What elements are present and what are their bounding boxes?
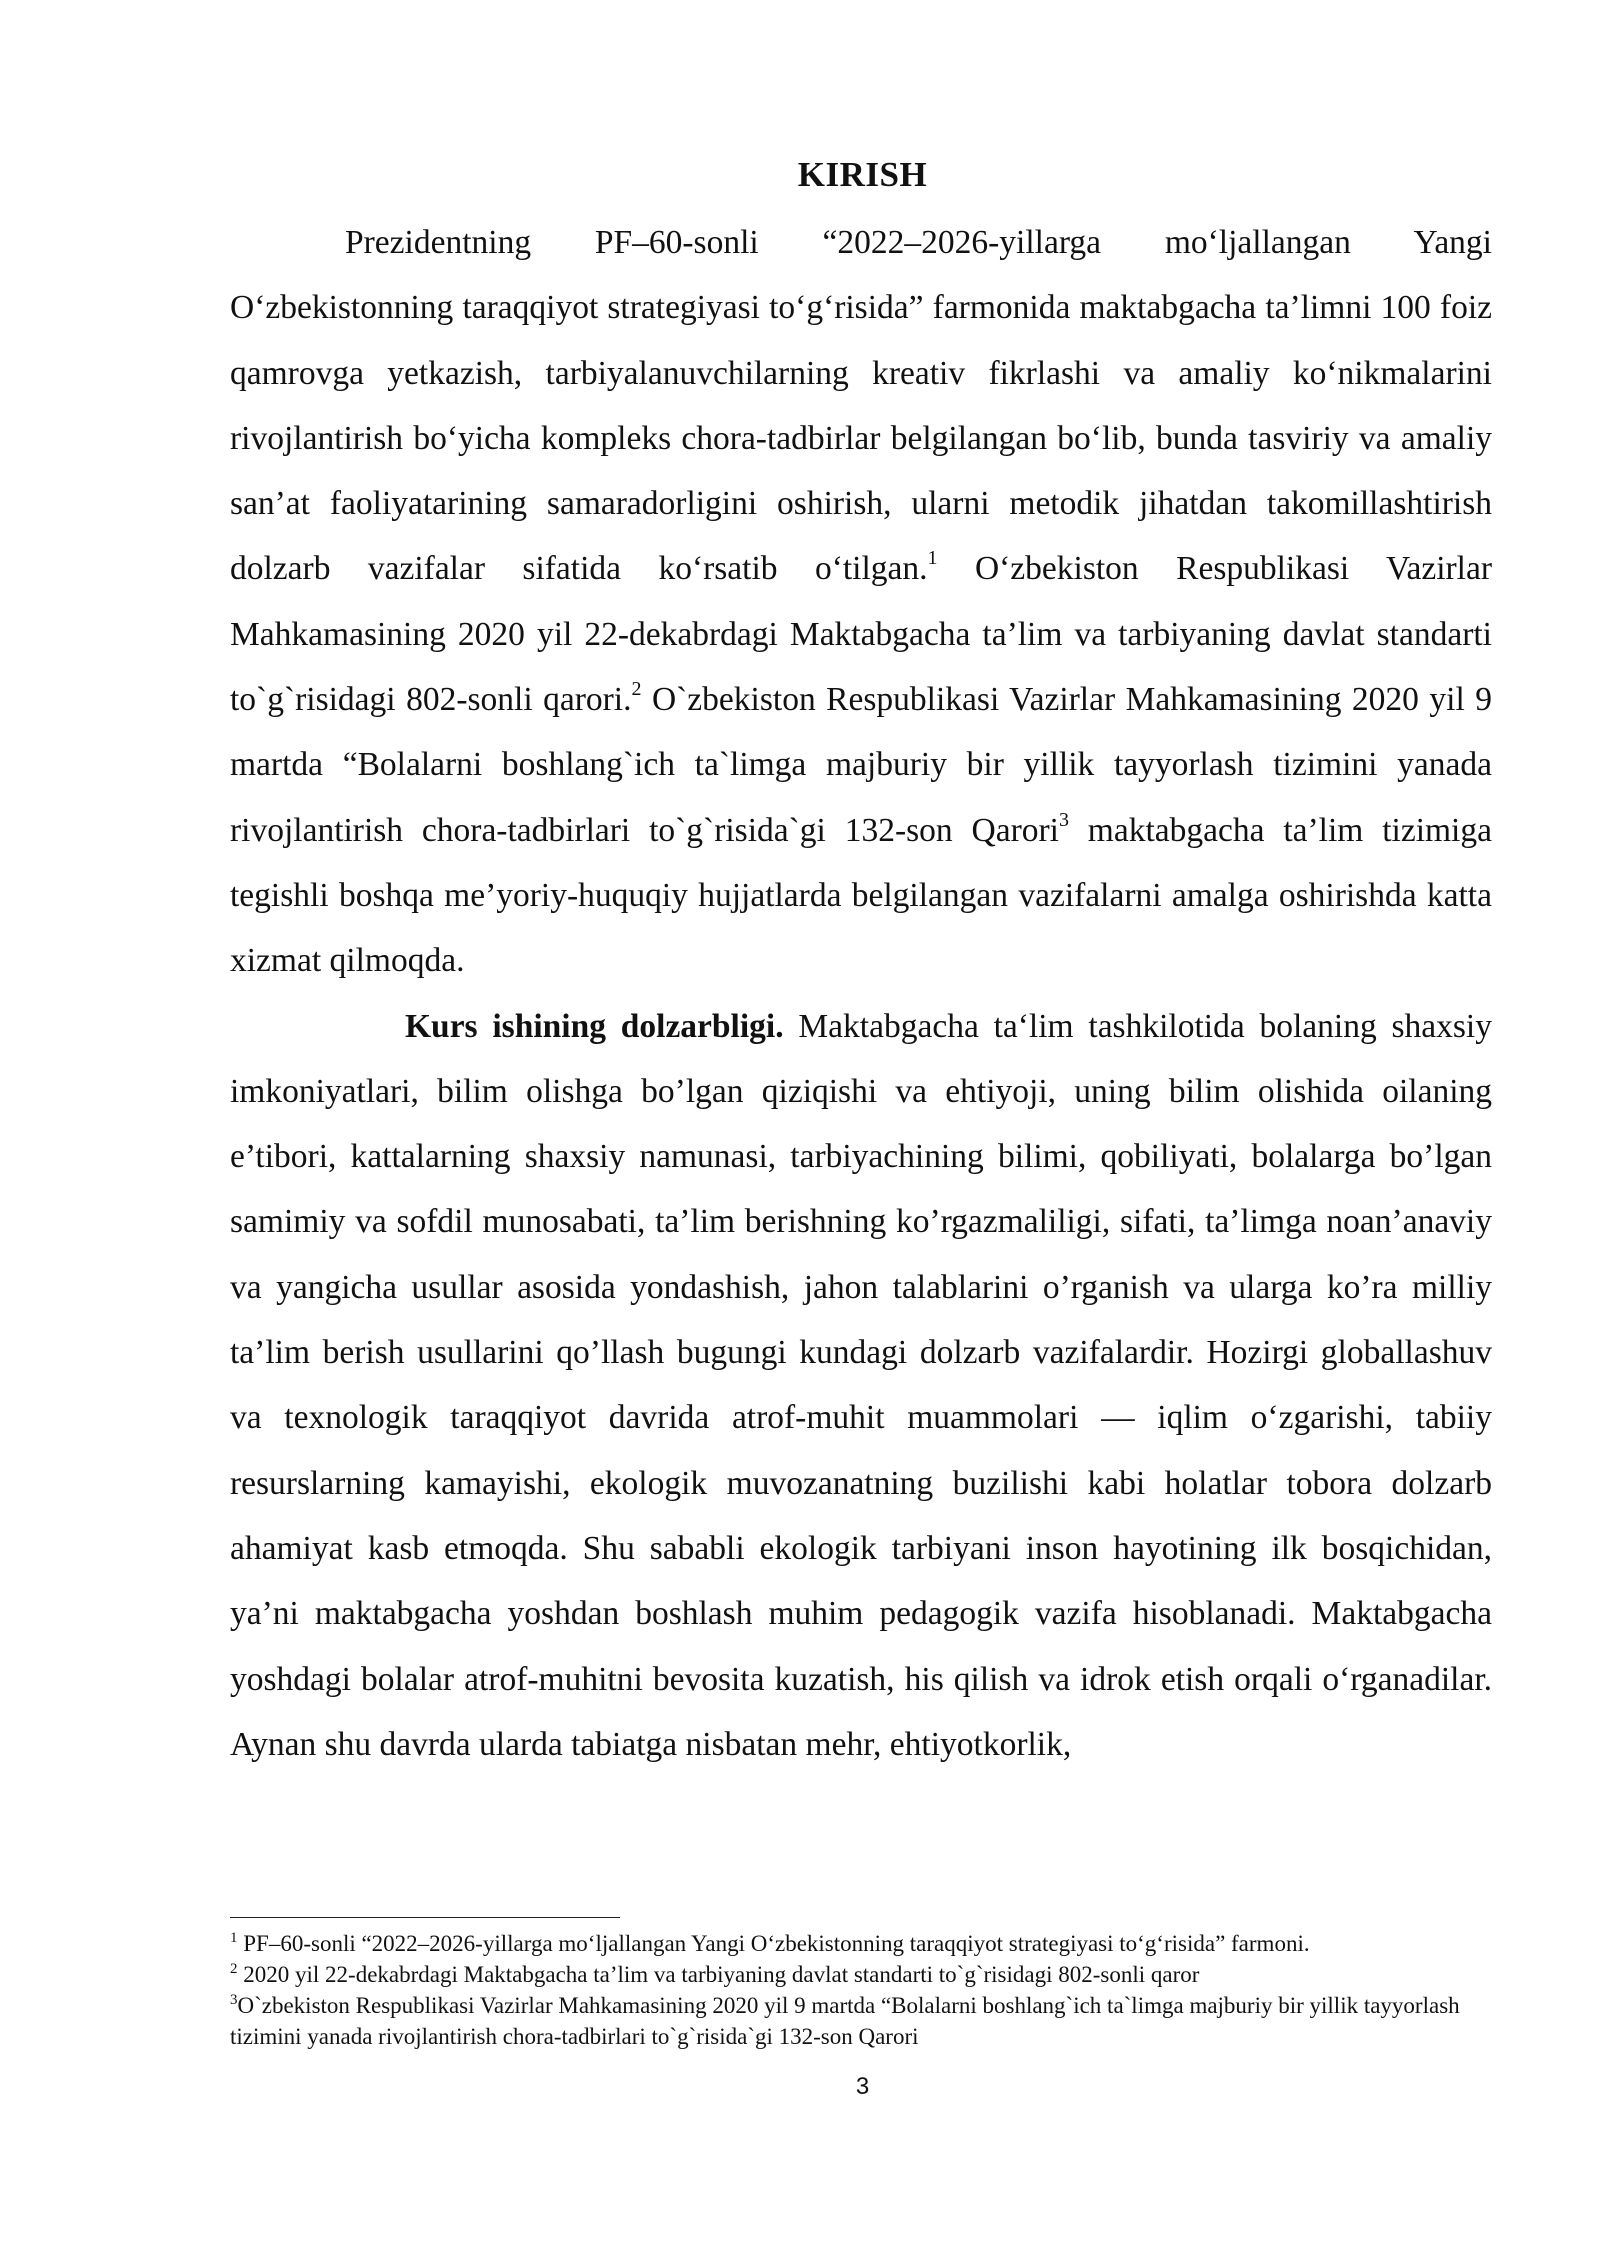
footnote-number: 2 [230, 1961, 238, 1977]
footnote-number: 1 [230, 1930, 238, 1946]
paragraph-relevance [230, 994, 1492, 1778]
page-number: 3 [855, 2073, 870, 2100]
paragraph-text: Prezidentning PF–60-sonli “2022–2026-yillarga mo‘ljallangan Yangi O‘zbekistonning taraqqiyot strategiyasi to‘g‘risida” farmonida maktabgacha ta’limni 100 foiz qamrovga yetkazish, tarbiyalanuvchilarning kreativ fikrlashi va amaliy ko‘nikmalarini rivojlantirish bo‘yicha kompleks chora-tadbirlar belgilangan bo‘lib, bunda tasviriy va amaliy san’at faoliyatarining samaradorligini oshirish, ularni metodik jihatdan takomillashtirish dolzarb vazifalar sifatida ko‘rsatib o‘tilgan. [230, 224, 1492, 588]
paragraph-text: O`zbekiston Respublikasi Vazirlar Mahkamasining 2020 yil 9 martda “Bolalarni boshlang`ich ta`limga majburiy bir yillik tayyorlash tizimini yanada rivojlantirish chora-tadbirlari to`g`risida`gi 132-son Qarori [230, 681, 1492, 849]
footnote-number: 3 [230, 1992, 238, 2008]
footnotes [230, 1928, 1492, 2052]
paragraph-text: maktabgacha ta’lim tizimiga tegishli boshqa me’yoriy-huquqiy hujjatlarda belgilangan vazifalarni amalga oshirishda katta xizmat qilmoqda. [230, 811, 1492, 980]
footnote-item [230, 1990, 1492, 2052]
footnote-text: PF–60-sonli “2022–2026-yillarga mo‘ljallangan Yangi O‘zbekistonning taraqqiyot strategiyasi to‘g‘risida” farmoni. [237, 1931, 1310, 1956]
paragraph-text: O‘zbekiston Respublikasi Vazirlar Mahkamasining 2020 yil 22-dekabrdagi Maktabgacha ta’lim va tarbiyaning davlat standarti to`g`risidagi 802-sonli qarori. [230, 550, 1492, 719]
footnote-item [230, 1928, 1492, 1959]
footnote-text: 2020 yil 22-dekabrdagi Maktabgacha ta’lim va tarbiyaning davlat standarti to`g`risidagi 802-sonli qaror [237, 1962, 1200, 1987]
footnote-text: O`zbekiston Respublikasi Vazirlar Mahkamasining 2020 yil 9 martda “Bolalarni boshlang`ich ta`limga majburiy bir yillik tayyorlash tizimini yanada rivojlantirish chora-tadbirlari to`g`risida`gi 132-son Qarori [230, 1993, 1460, 2049]
footnote-reference[interactable]: 1 [927, 547, 938, 570]
paragraph-lead-heading: Kurs ishining dolzarbligi. [405, 1007, 784, 1045]
footnote-item [230, 1959, 1492, 1990]
body-text [230, 210, 1492, 1777]
paragraph-introduction [230, 210, 1492, 994]
paragraph-text: Maktabgacha ta‘lim tashkilotida bolaning shaxsiy imkoniyatlari, bilim olishga bo’lgan qiziqishi va ehtiyoji, uning bilim olishida oilaning e’tibori, kattalarning shaxsiy namunasi, tarbiyachining bilimi, qobiliyati, bolalarga bo’lgan samimiy va sofdil munosabati, ta’lim berishning ko’rgazmaliligi, sifati, ta’limga noan’anaviy va yangicha usullar asosida yondashish, jahon talablarini o’rganish va ularga ko’ra milliy ta’lim berish usullarini qo’llash bugungi kundagi dolzarb vazifalardir. Hozirgi globallashuv va texnologik taraqqiyot davrida atrof-muhit muammolari — iqlim o‘zgarishi, tabiiy resurslarning kamayishi, ekologik muvozanatning buzilishi kabi holatlar tobora dolzarb ahamiyat kasb etmoqda. Shu sababli ekologik tarbiyani inson hayotining ilk bosqichidan, ya’ni maktabgacha yoshdan boshlash muhim pedagogik vazifa hisoblanadi. Maktabgacha yoshdagi bolalar atrof-muhitni bevosita kuzatish, his qilish va idrok etish orqali o‘rganadilar. Aynan shu davrda ularda tabiatga nisbatan mehr, ehtiyotkorlik, [230, 1007, 1492, 1763]
page-heading: KIRISH [797, 155, 928, 194]
footnote-separator [230, 1917, 620, 1918]
footnote-reference[interactable]: 3 [1058, 808, 1069, 831]
footnote-reference[interactable]: 2 [631, 678, 642, 701]
